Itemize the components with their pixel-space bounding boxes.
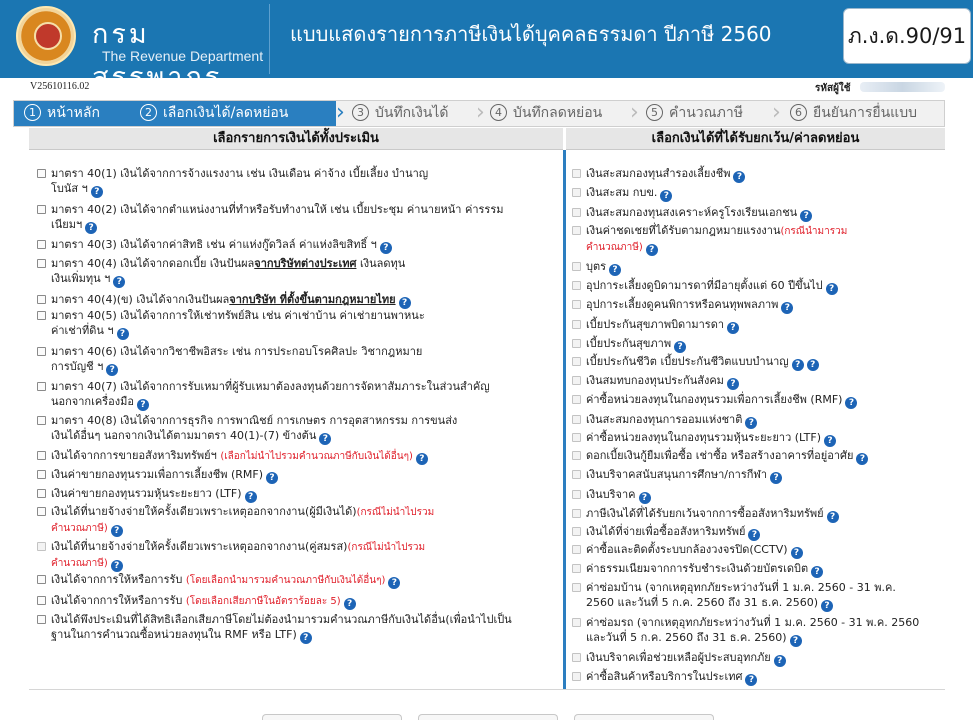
- item-label: มาตรา 40(2) เงินได้จากตำแหน่งงานที่ทำหรือรับทำงานให้ เช่น เบี้ยประชุม ค่านายหน้า ค่ารรรม: [51, 203, 504, 216]
- step-label: คำนวณภาษี: [669, 105, 743, 121]
- revenue-department-seal-icon: [16, 6, 76, 66]
- department-name-english: The Revenue Department: [102, 48, 264, 64]
- info-icon[interactable]: ?: [791, 547, 803, 559]
- checkbox[interactable]: [572, 509, 581, 518]
- step-label: บันทึกเงินได้: [375, 105, 449, 121]
- checkbox[interactable]: [37, 416, 46, 425]
- item-label: ค่าซื้อหน่วยลงทุนในกองทุนรวมหุ้นระยะยาว (LTF): [586, 431, 821, 444]
- info-icon[interactable]: ?: [388, 577, 400, 589]
- item-label: ภาษีเงินได้ที่ได้รับยกเว้นจากการซื้ออสังหาริมทรัพย์: [586, 507, 824, 520]
- item-label: เงินค่าขายกองทุนรวมหุ้นระยะยาว (LTF): [51, 487, 242, 500]
- checkbox[interactable]: [572, 618, 581, 627]
- item-label: เงินได้พึงประเมินที่ได้สิทธิเลือกเสียภาษีโดยไม่ต้องนำมารวมคำนวณภาษีกับเงินได้อื่น(เพื่อนำไปเป็น: [51, 613, 512, 626]
- item-label-cont: เนียมฯ: [51, 218, 83, 231]
- checkbox[interactable]: [572, 527, 581, 536]
- checkbox[interactable]: [572, 490, 581, 499]
- info-icon[interactable]: ?: [106, 364, 118, 376]
- checkbox[interactable]: [37, 382, 46, 391]
- checkbox[interactable]: [572, 653, 581, 662]
- item-label-emphasis: จากบริษัท ที่ตั้งขึ้นตามกฎหมายไทย: [229, 293, 396, 306]
- item-label-cont: 2560 และวันที่ 5 ก.ค. 2560 ถึง 31 ธ.ค. 2560): [586, 596, 819, 609]
- item-label: เงินได้ที่นายจ้างจ่ายให้ครั้งเดียวเพราะเหตุออกจากงาน(ผู้มีเงินได้): [51, 505, 357, 518]
- item-label: ค่าซ่อมบ้าน (จากเหตุอุทกภัยระหว่างวันที่ 1 ม.ค. 2560 - 31 พ.ค.: [586, 581, 896, 594]
- item-label-cont: ฐานในการคำนวณซื้อหน่วยลงทุนใน RMF หรือ LTF): [51, 628, 297, 641]
- item-label: ดอกเบี้ยเงินกู้ยืมเพื่อซื้อ เช่าซื้อ หรือสร้างอาคารที่อยู่อาศัย: [586, 449, 854, 462]
- item-label: ค่าซ่อมรถ (จากเหตุอุทกภัยระหว่างวันที่ 1 ม.ค. 2560 - 31 พ.ค. 2560: [586, 616, 920, 629]
- item-label-cont: การบัญชี ฯ: [51, 360, 104, 373]
- checkbox[interactable]: [572, 395, 581, 404]
- item-label: เงินสมทบกองทุนประกันสังคม: [586, 374, 724, 387]
- panel-heading: เลือกรายการเงินได้ทั้งประเมิน: [29, 128, 563, 150]
- checkbox[interactable]: [37, 295, 46, 304]
- checkbox[interactable]: [37, 169, 46, 178]
- info-icon[interactable]: ?: [792, 359, 804, 371]
- step-confirm-filing[interactable]: [786, 101, 944, 126]
- item-label: ค่าซื้อและติดตั้งระบบกล้องวงจรปิด(CCTV): [586, 543, 788, 556]
- info-icon[interactable]: ?: [727, 322, 739, 334]
- checkbox[interactable]: [572, 188, 581, 197]
- info-icon[interactable]: ?: [800, 210, 812, 222]
- info-icon[interactable]: ?: [821, 600, 833, 612]
- item-label: เงินสะสมกองทุนสำรองเลี้ยงชีพ: [586, 167, 731, 180]
- item-label: เงินสะสมกองทุนการออมแห่งชาติ: [586, 413, 743, 426]
- checkbox[interactable]: [37, 596, 46, 605]
- item-note: (โดยเลือกนำมารวมคำนวณภาษีกับเงินได้อื่นๆ): [185, 575, 386, 586]
- item-label: มาตรา 40(4)(ข) เงินได้จากเงินปันผล: [51, 293, 230, 306]
- step-record-income[interactable]: [348, 101, 480, 126]
- info-icon[interactable]: ?: [824, 435, 836, 447]
- checkbox[interactable]: [572, 433, 581, 442]
- version-label: V25610116.02: [30, 81, 90, 92]
- item-label-cont: และวันที่ 5 ก.ค. 2560 ถึง 31 ธ.ค. 2560): [586, 631, 787, 644]
- info-icon[interactable]: ?: [266, 472, 278, 484]
- info-icon[interactable]: ?: [300, 632, 312, 644]
- next-button[interactable]: [574, 714, 714, 720]
- form-code-badge: ภ.ง.ด.90/91: [843, 8, 971, 64]
- item-label: ค่าธรรมเนียมจากการรับชำระเงินด้วยบัตรเดบิต: [586, 562, 809, 575]
- item-note-cont: คำนวณภาษี): [51, 523, 108, 534]
- checkbox[interactable]: [572, 320, 581, 329]
- info-icon[interactable]: ?: [137, 399, 149, 411]
- item-label: เงินสะสม กบข.: [586, 186, 658, 199]
- info-icon[interactable]: ?: [748, 529, 760, 541]
- item-label-cont: เงินได้อื่นๆ นอกจากเงินได้ตามมาตรา 40(1)-(7) ข้างต้น: [51, 429, 317, 442]
- item-label: มาตรา 40(4) เงินได้จากดอกเบี้ย เงินปันผล: [51, 257, 255, 270]
- item-label: เงินสะสมกองทุนสงเคราะห์ครูโรงเรียนเอกชน: [586, 206, 798, 219]
- info-icon[interactable]: ?: [856, 453, 868, 465]
- checkbox[interactable]: [572, 208, 581, 217]
- save-button[interactable]: [418, 714, 558, 720]
- checkbox[interactable]: [37, 451, 46, 460]
- checkbox[interactable]: [572, 169, 581, 178]
- checkbox[interactable]: [37, 240, 46, 249]
- item-label: บุตร: [586, 260, 607, 273]
- info-icon[interactable]: ?: [733, 171, 745, 183]
- item-note-cont: คำนวณภาษี): [586, 242, 643, 253]
- info-icon[interactable]: ?: [319, 433, 331, 445]
- item-label: เงินค่าชดเชยที่ได้รับตามกฎหมายแรงงาน: [586, 224, 781, 237]
- item-label: มาตรา 40(8) เงินได้จากการธุรกิจ การพาณิชย์ การเกษตร การอุตสาหกรรม การขนส่ง: [51, 414, 458, 427]
- chevron-right-icon: ›: [772, 100, 781, 125]
- info-icon[interactable]: ?: [845, 397, 857, 409]
- checkbox[interactable]: [572, 376, 581, 385]
- step-number: 2: [140, 104, 157, 121]
- item-label: เงินบริจาคเพื่อช่วยเหลือผู้ประสบอุทกภัย: [586, 651, 771, 664]
- step-number: 5: [646, 104, 663, 121]
- info-icon[interactable]: ?: [674, 341, 686, 353]
- info-icon[interactable]: ?: [790, 635, 802, 647]
- step-number: 6: [790, 104, 807, 121]
- info-icon[interactable]: ?: [660, 190, 672, 202]
- step-number: 3: [352, 104, 369, 121]
- item-label: เบี้ยประกันชีวิต เบี้ยประกันชีวิตแบบบำนาญ: [586, 355, 789, 368]
- item-note: (กรณีนำมารวม: [780, 226, 848, 237]
- step-number: 4: [490, 104, 507, 121]
- info-icon[interactable]: ?: [117, 328, 129, 340]
- chevron-right-icon: ›: [336, 100, 345, 125]
- back-button[interactable]: [262, 714, 402, 720]
- checkbox[interactable]: [572, 672, 581, 681]
- item-label: เบี้ยประกันสุขภาพบิดามารดา: [586, 318, 725, 331]
- checkbox[interactable]: [37, 205, 46, 214]
- checkbox[interactable]: [572, 415, 581, 424]
- panel-heading: เลือกเงินได้ที่ได้รับยกเว้น/ค่าลดหย่อน: [566, 128, 945, 150]
- item-label: เงินได้จากการให้หรือการรับ: [51, 594, 186, 607]
- wizard-steps: [13, 100, 945, 127]
- item-note: (เลือกไม่นำไปรวมคำนวณภาษีกับเงินได้อื่นๆ): [220, 451, 413, 462]
- info-icon[interactable]: ?: [811, 566, 823, 578]
- item-note: (กรณีไม่นำไปรวม: [356, 507, 435, 518]
- checkbox[interactable]: [572, 545, 581, 554]
- panel-bottom-border: [29, 689, 945, 690]
- taxid-label: รหัสผู้ใช้: [815, 83, 851, 94]
- item-label-emphasis: จากบริษัทต่างประเทศ: [254, 257, 357, 270]
- info-icon[interactable]: ?: [826, 283, 838, 295]
- item-label: เบี้ยประกันสุขภาพ: [586, 337, 672, 350]
- step-record-deduction[interactable]: [488, 101, 638, 126]
- item-label: มาตรา 40(5) เงินได้จากการให้เช่าทรัพย์สิน เช่น ค่าเช่าบ้าน ค่าเช่ายานพาหนะ: [51, 309, 425, 322]
- item-label: เงินได้ที่จ่ายเพื่อซื้ออสังหาริมทรัพย์: [586, 525, 746, 538]
- item-label: เงินบริจาค: [586, 488, 636, 501]
- assessable-income-panel: [29, 128, 563, 689]
- info-icon[interactable]: ?: [770, 472, 782, 484]
- taxid-value-redacted: [860, 82, 945, 92]
- item-label: มาตรา 40(1) เงินได้จากการจ้างแรงงาน เช่น เงินเดือน ค่าจ้าง เบี้ยเลี้ยง บำนาญ: [51, 167, 429, 180]
- info-icon[interactable]: ?: [646, 244, 658, 256]
- item-label: ค่าซื้อสินค้าหรือบริการในประเทศ: [586, 670, 743, 683]
- info-icon[interactable]: ?: [416, 453, 428, 465]
- info-icon[interactable]: ?: [745, 417, 757, 429]
- checkbox[interactable]: [572, 564, 581, 573]
- checkbox[interactable]: [37, 259, 46, 268]
- checkbox[interactable]: [572, 357, 581, 366]
- step-home[interactable]: [14, 101, 126, 126]
- info-icon[interactable]: ?: [113, 276, 125, 288]
- info-icon[interactable]: ?: [380, 242, 392, 254]
- info-icon[interactable]: ?: [807, 359, 819, 371]
- item-label: มาตรา 40(6) เงินได้จากวิชาชีพอิสระ เช่น การประกอบโรคศิลปะ วิชากฎหมาย: [51, 345, 423, 358]
- checkbox[interactable]: [37, 311, 46, 320]
- checkbox[interactable]: [37, 470, 46, 479]
- step-calculate-tax[interactable]: [644, 101, 776, 126]
- chevron-right-icon: ›: [476, 100, 485, 125]
- department-name-thai: กรมสรรพากร: [92, 19, 223, 93]
- info-icon[interactable]: ?: [245, 491, 257, 503]
- info-icon[interactable]: ?: [85, 222, 97, 234]
- item-label: เงินลดทุน: [356, 257, 406, 270]
- checkbox[interactable]: [572, 300, 581, 309]
- step-select-income[interactable]: [126, 101, 336, 126]
- info-icon[interactable]: ?: [781, 302, 793, 314]
- item-label: เงินได้จากการขายอสังหาริมทรัพย์ฯ: [51, 449, 221, 462]
- info-icon[interactable]: ?: [745, 674, 757, 686]
- checkbox[interactable]: [572, 583, 581, 592]
- step-label: ยืนยันการยื่นแบบ: [813, 105, 917, 121]
- item-label: เงินได้จากการให้หรือการรับ: [51, 573, 186, 586]
- checkbox[interactable]: [37, 615, 46, 624]
- step-label: บันทึกลดหย่อน: [513, 105, 603, 121]
- exemptions-deductions-panel: [566, 128, 945, 689]
- info-icon[interactable]: ?: [399, 297, 411, 309]
- item-label: เงินได้ที่นายจ้างจ่ายให้ครั้งเดียวเพราะเหตุออกจากงาน(คู่สมรส): [51, 540, 348, 553]
- item-label: เงินค่าขายกองทุนรวมเพื่อการเลี้ยงชีพ (RMF): [51, 468, 264, 481]
- item-label: อุปการะเลี้ยงดูคนพิการหรือคนทุพพลภาพ: [586, 298, 779, 311]
- checkbox[interactable]: [37, 542, 46, 551]
- item-note: (โดยเลือกเสียภาษีในอัตราร้อยละ 5): [185, 596, 341, 607]
- item-label: มาตรา 40(7) เงินได้จากการรับเหมาที่ผู้รับเหมาต้องลงทุนด้วยการจัดหาสัมภาระในส่วนสำคัญ: [51, 380, 490, 393]
- checkbox[interactable]: [572, 339, 581, 348]
- step-label: เลือกเงินได้/ลดหย่อน: [163, 105, 289, 121]
- item-note: (กรณีไม่นำไปรวม: [347, 542, 426, 553]
- item-note-cont: คำนวณภาษี): [51, 558, 108, 569]
- info-icon[interactable]: ?: [111, 560, 123, 572]
- item-label-cont: โบนัส ฯ: [51, 182, 88, 195]
- step-label: หน้าหลัก: [47, 105, 100, 121]
- item-label-cont: เงินเพิ่มทุน ฯ: [51, 272, 111, 285]
- info-icon[interactable]: ?: [774, 655, 786, 667]
- checkbox[interactable]: [572, 451, 581, 460]
- checkbox[interactable]: [572, 470, 581, 479]
- step-number: 1: [24, 104, 41, 121]
- item-label-cont: ค่าเช่าที่ดิน ฯ: [51, 324, 114, 337]
- item-label: มาตรา 40(3) เงินได้จากค่าสิทธิ เช่น ค่าแห่งกู๊ดวิลล์ ค่าแห่งลิขสิทธิ์ ฯ: [51, 238, 377, 251]
- item-label-cont: นอกจากเครื่องมือ: [51, 395, 134, 408]
- info-icon[interactable]: ?: [344, 598, 356, 610]
- checkbox[interactable]: [572, 226, 581, 235]
- chevron-right-icon: ›: [630, 100, 639, 125]
- item-label: ค่าซื้อหน่วยลงทุนในกองทุนรวมเพื่อการเลี้ยงชีพ (RMF): [586, 393, 843, 406]
- checkbox[interactable]: [572, 262, 581, 271]
- info-icon[interactable]: ?: [111, 525, 123, 537]
- checkbox[interactable]: [37, 489, 46, 498]
- info-icon[interactable]: ?: [609, 264, 621, 276]
- checkbox[interactable]: [572, 281, 581, 290]
- info-icon[interactable]: ?: [91, 186, 103, 198]
- item-label: อุปการะเลี้ยงดูบิดามารดาที่มีอายุตั้งแต่ 60 ปีขึ้นไป: [586, 279, 823, 292]
- item-label: เงินบริจาคสนับสนุนการศึกษา/การกีฬา: [586, 468, 768, 481]
- info-icon[interactable]: ?: [639, 492, 651, 504]
- info-icon[interactable]: ?: [727, 378, 739, 390]
- checkbox[interactable]: [37, 347, 46, 356]
- info-icon[interactable]: ?: [827, 511, 839, 523]
- checkbox[interactable]: [37, 507, 46, 516]
- page-title: แบบแสดงรายการภาษีเงินได้บุคคลธรรมดา ปีภาษี 2560: [290, 22, 772, 46]
- checkbox[interactable]: [37, 575, 46, 584]
